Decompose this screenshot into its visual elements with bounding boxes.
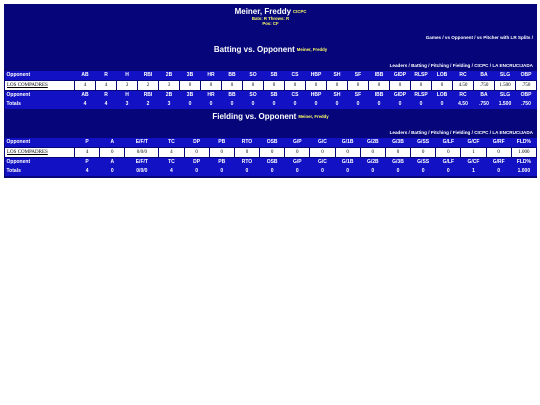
batting-title-text: Batting vs. Opponent (213, 45, 295, 54)
fielding-title-text: Fielding vs. Opponent (212, 112, 297, 121)
stat-cell: 3 (159, 100, 180, 109)
table-row (5, 81, 537, 91)
header-row (5, 71, 537, 81)
stat-cell: G/3B (385, 138, 410, 148)
stat-cell: G/SS (411, 158, 436, 168)
stat-cell: 2B (159, 71, 180, 81)
stat-cell: 0 (360, 167, 385, 176)
stat-cell: 0 (234, 148, 259, 158)
player-header (4, 4, 537, 16)
stat-cell: 2 (138, 81, 159, 91)
stat-cell: 0 (486, 167, 511, 176)
stat-cell: 3B (180, 91, 201, 101)
stat-cell: 0 (327, 81, 348, 91)
stat-cell: RTO (234, 158, 259, 168)
stat-cell: 0 (184, 148, 209, 158)
link-games[interactable]: Games (425, 35, 442, 40)
bats-throws: Bats: R Throws: R (251, 16, 290, 21)
stat-cell: E/F/T (125, 138, 159, 148)
stat-cell: IBB (369, 91, 390, 101)
stat-cell: 0 (360, 148, 385, 158)
stat-cell: PB (209, 158, 234, 168)
link-batting[interactable]: Batting (411, 63, 427, 68)
stat-cell: 0 (390, 81, 411, 91)
stat-cell: 4 (96, 100, 117, 109)
link-team[interactable]: CICPC (474, 130, 489, 135)
stat-cell: TC (159, 138, 184, 148)
stat-cell: GIDP (390, 71, 411, 81)
stat-cell: A (100, 158, 125, 168)
stat-cell: 0 (310, 148, 335, 158)
stat-cell: AB (75, 71, 96, 81)
stat-cell: G/RF (486, 158, 511, 168)
player-name: Meiner, Freddy (234, 7, 292, 16)
stat-cell: RC (453, 91, 474, 101)
stat-cell: .750 (516, 100, 537, 109)
stat-cell: 0 (285, 148, 310, 158)
link-vs-pitcher[interactable]: vs Pitcher with LR Splits (476, 35, 531, 40)
stat-cell: H (117, 91, 138, 101)
stat-cell: 0 (385, 167, 410, 176)
batting-nav: Leaders / Batting / Pitching / Fielding / CICPC / LA ENCRUCIJADA (389, 63, 533, 68)
stat-cell: 0 (201, 100, 222, 109)
stat-cell: 1.000 (511, 167, 536, 176)
stat-cell: 0 (411, 81, 432, 91)
totals-row (5, 100, 537, 109)
stat-cell: OSB (260, 138, 285, 148)
stat-cell: 0 (432, 81, 453, 91)
stat-cell: G/1B (335, 158, 360, 168)
stat-cell: 0 (180, 100, 201, 109)
stat-cell: 1 (461, 148, 486, 158)
stat-cell: 0 (285, 100, 306, 109)
header-row (5, 138, 537, 148)
stat-cell: OSB (260, 158, 285, 168)
fielding-nav: Leaders / Batting / Pitching / Fielding / CICPC / LA ENCRUCIJADA (389, 130, 533, 135)
link-leaders[interactable]: Leaders (389, 130, 408, 135)
stat-cell: 4 (75, 100, 96, 109)
stat-cell: OBP (516, 71, 537, 81)
stat-cell: RBI (138, 91, 159, 101)
link-league[interactable]: LA ENCRUCIJADA (492, 63, 533, 68)
stat-cell: 3 (117, 81, 138, 91)
stat-cell: RTO (234, 138, 259, 148)
position: Pos: CF (262, 21, 279, 26)
stat-cell: G/CF (461, 158, 486, 168)
stat-cell: IBB (369, 71, 390, 81)
link-vs-opponent[interactable]: vs Opponent (444, 35, 473, 40)
stat-cell: BB (222, 91, 243, 101)
stat-cell: CS (285, 71, 306, 81)
row-label: Opponent (5, 138, 75, 148)
stat-cell: 0 (285, 81, 306, 91)
opponent-link[interactable]: LOS COMPADRES (5, 148, 75, 158)
stat-cell: 0 (390, 100, 411, 109)
link-fielding[interactable]: Fielding (452, 63, 471, 68)
stat-cell: 3 (159, 81, 180, 91)
link-pitching[interactable]: Pitching (430, 130, 449, 135)
stat-cell: 4.50 (453, 81, 474, 91)
stat-cell: G/C (310, 158, 335, 168)
stat-cell: 0 (436, 148, 461, 158)
stat-cell: H (117, 71, 138, 81)
stat-cell: G/2B (360, 158, 385, 168)
stat-cell: 0 (209, 148, 234, 158)
stat-cell: G/P (285, 158, 310, 168)
stat-cell: P (75, 138, 100, 148)
stats-panel (4, 4, 537, 178)
row-label: Totals (5, 167, 75, 176)
stat-cell: 0 (264, 100, 285, 109)
stat-cell: 0 (335, 167, 360, 176)
stat-cell: 4 (75, 148, 100, 158)
stat-cell: RBI (138, 71, 159, 81)
stat-cell: .750 (516, 81, 537, 91)
stat-cell: SO (243, 91, 264, 101)
stat-cell: 0/0/0 (125, 148, 159, 158)
stat-cell: 0 (486, 148, 511, 158)
stat-cell: DP (184, 138, 209, 148)
stat-cell: 0 (411, 167, 436, 176)
stat-cell: 0 (436, 167, 461, 176)
stat-cell: 0 (243, 100, 264, 109)
stat-cell: G/SS (411, 138, 436, 148)
stat-cell: 0 (264, 81, 285, 91)
opponent-link[interactable]: LOS COMPADRES (5, 81, 75, 91)
stat-cell: 0 (260, 148, 285, 158)
stat-cell: P (75, 158, 100, 168)
stat-cell: .750 (474, 81, 495, 91)
stat-cell: 0 (243, 81, 264, 91)
stat-cell: 4 (96, 81, 117, 91)
link-league[interactable]: LA ENCRUCIJADA (492, 130, 533, 135)
stat-cell: 2 (138, 100, 159, 109)
row-label: Totals (5, 100, 75, 109)
stat-cell: RC (453, 71, 474, 81)
player-team: CICPC (293, 9, 307, 14)
stat-cell: 4 (75, 167, 100, 176)
stat-cell: 0 (201, 81, 222, 91)
fielding-title (4, 112, 537, 121)
stat-cell: SB (264, 71, 285, 81)
stat-cell: LOB (432, 71, 453, 81)
row-label: Opponent (5, 91, 75, 101)
stat-cell: BA (474, 91, 495, 101)
stat-cell: 0 (335, 148, 360, 158)
stat-cell: 0 (411, 148, 436, 158)
stat-cell: RLSP (411, 71, 432, 81)
stat-cell: DP (184, 158, 209, 168)
stat-cell: G/1B (335, 138, 360, 148)
stat-cell: 0 (184, 167, 209, 176)
stat-cell: FLD% (511, 158, 536, 168)
stat-cell: 3B (180, 71, 201, 81)
stat-cell: R (96, 91, 117, 101)
stat-cell: AB (75, 91, 96, 101)
batting-table (4, 71, 537, 109)
fielding-player: Meiner, Freddy (298, 114, 329, 119)
stat-cell: BA (474, 71, 495, 81)
table-row (5, 148, 537, 158)
stat-cell: 2B (159, 91, 180, 101)
stat-cell: CS (285, 91, 306, 101)
link-fielding[interactable]: Fielding (452, 130, 471, 135)
stat-cell: 0 (327, 100, 348, 109)
link-leaders[interactable]: Leaders (389, 63, 408, 68)
stat-cell: 0/0/0 (125, 167, 159, 176)
totals-row (5, 167, 537, 176)
row-label: Opponent (5, 158, 75, 168)
stat-cell: 0 (285, 167, 310, 176)
stat-cell: 4 (159, 148, 184, 158)
stat-cell: SF (348, 91, 369, 101)
stat-cell: BB (222, 71, 243, 81)
top-nav: Games / vs Opponent / vs Pitcher with LR Splits / (425, 35, 533, 40)
link-team[interactable]: CICPC (474, 63, 489, 68)
stat-cell: 3 (117, 100, 138, 109)
stat-cell: TC (159, 158, 184, 168)
stat-cell: SLG (495, 91, 516, 101)
stat-cell: LOB (432, 91, 453, 101)
stat-cell: SO (243, 71, 264, 81)
batting-title (4, 45, 537, 54)
stat-cell: 1.500 (495, 81, 516, 91)
stat-cell: 0 (234, 167, 259, 176)
stat-cell: 0 (348, 81, 369, 91)
stat-cell: G/RF (486, 138, 511, 148)
header-row (5, 158, 537, 168)
stat-cell: 0 (260, 167, 285, 176)
stat-cell: 0 (348, 100, 369, 109)
stat-cell: 0 (432, 100, 453, 109)
fielding-table (4, 138, 537, 176)
stat-cell: 1.500 (495, 100, 516, 109)
stat-cell: 0 (222, 81, 243, 91)
stat-cell: R (96, 71, 117, 81)
link-batting[interactable]: Batting (411, 130, 427, 135)
stat-cell: 4 (75, 81, 96, 91)
stat-cell: SF (348, 71, 369, 81)
stat-cell: SH (327, 71, 348, 81)
stat-cell: 0 (209, 167, 234, 176)
stat-cell: GIDP (390, 91, 411, 101)
stat-cell: FLD% (511, 138, 536, 148)
stat-cell: A (100, 138, 125, 148)
stat-cell: 0 (385, 148, 410, 158)
stat-cell: 4 (159, 167, 184, 176)
stat-cell: 0 (306, 81, 327, 91)
stat-cell: PB (209, 138, 234, 148)
stat-cell: 0 (369, 81, 390, 91)
stat-cell: 1 (461, 167, 486, 176)
stat-cell: 0 (100, 167, 125, 176)
stat-cell: 4.50 (453, 100, 474, 109)
stat-cell: 0 (369, 100, 390, 109)
stat-cell: G/P (285, 138, 310, 148)
stat-cell: HBP (306, 71, 327, 81)
header-row (5, 91, 537, 101)
stat-cell: RLSP (411, 91, 432, 101)
stat-cell: .750 (474, 100, 495, 109)
stat-cell: G/CF (461, 138, 486, 148)
stat-cell: G/C (310, 138, 335, 148)
stat-cell: G/2B (360, 138, 385, 148)
stat-cell: HBP (306, 91, 327, 101)
stat-cell: G/LF (436, 158, 461, 168)
stat-cell: HR (201, 71, 222, 81)
stat-cell: SB (264, 91, 285, 101)
stat-cell: 0 (306, 100, 327, 109)
stat-cell: 0 (180, 81, 201, 91)
row-label: Opponent (5, 71, 75, 81)
stat-cell: 0 (310, 167, 335, 176)
stat-cell: 0 (100, 148, 125, 158)
stat-cell: 1.000 (511, 148, 536, 158)
stat-cell: E/F/T (125, 158, 159, 168)
link-pitching[interactable]: Pitching (430, 63, 449, 68)
stat-cell: 0 (411, 100, 432, 109)
batting-player: Meiner, Freddy (296, 47, 328, 52)
stat-cell: G/LF (436, 138, 461, 148)
stat-cell: G/3B (385, 158, 410, 168)
stat-cell: OBP (516, 91, 537, 101)
stat-cell: SH (327, 91, 348, 101)
stats-page (4, 4, 537, 178)
stat-cell: HR (201, 91, 222, 101)
stat-cell: 0 (222, 100, 243, 109)
stat-cell: SLG (495, 71, 516, 81)
